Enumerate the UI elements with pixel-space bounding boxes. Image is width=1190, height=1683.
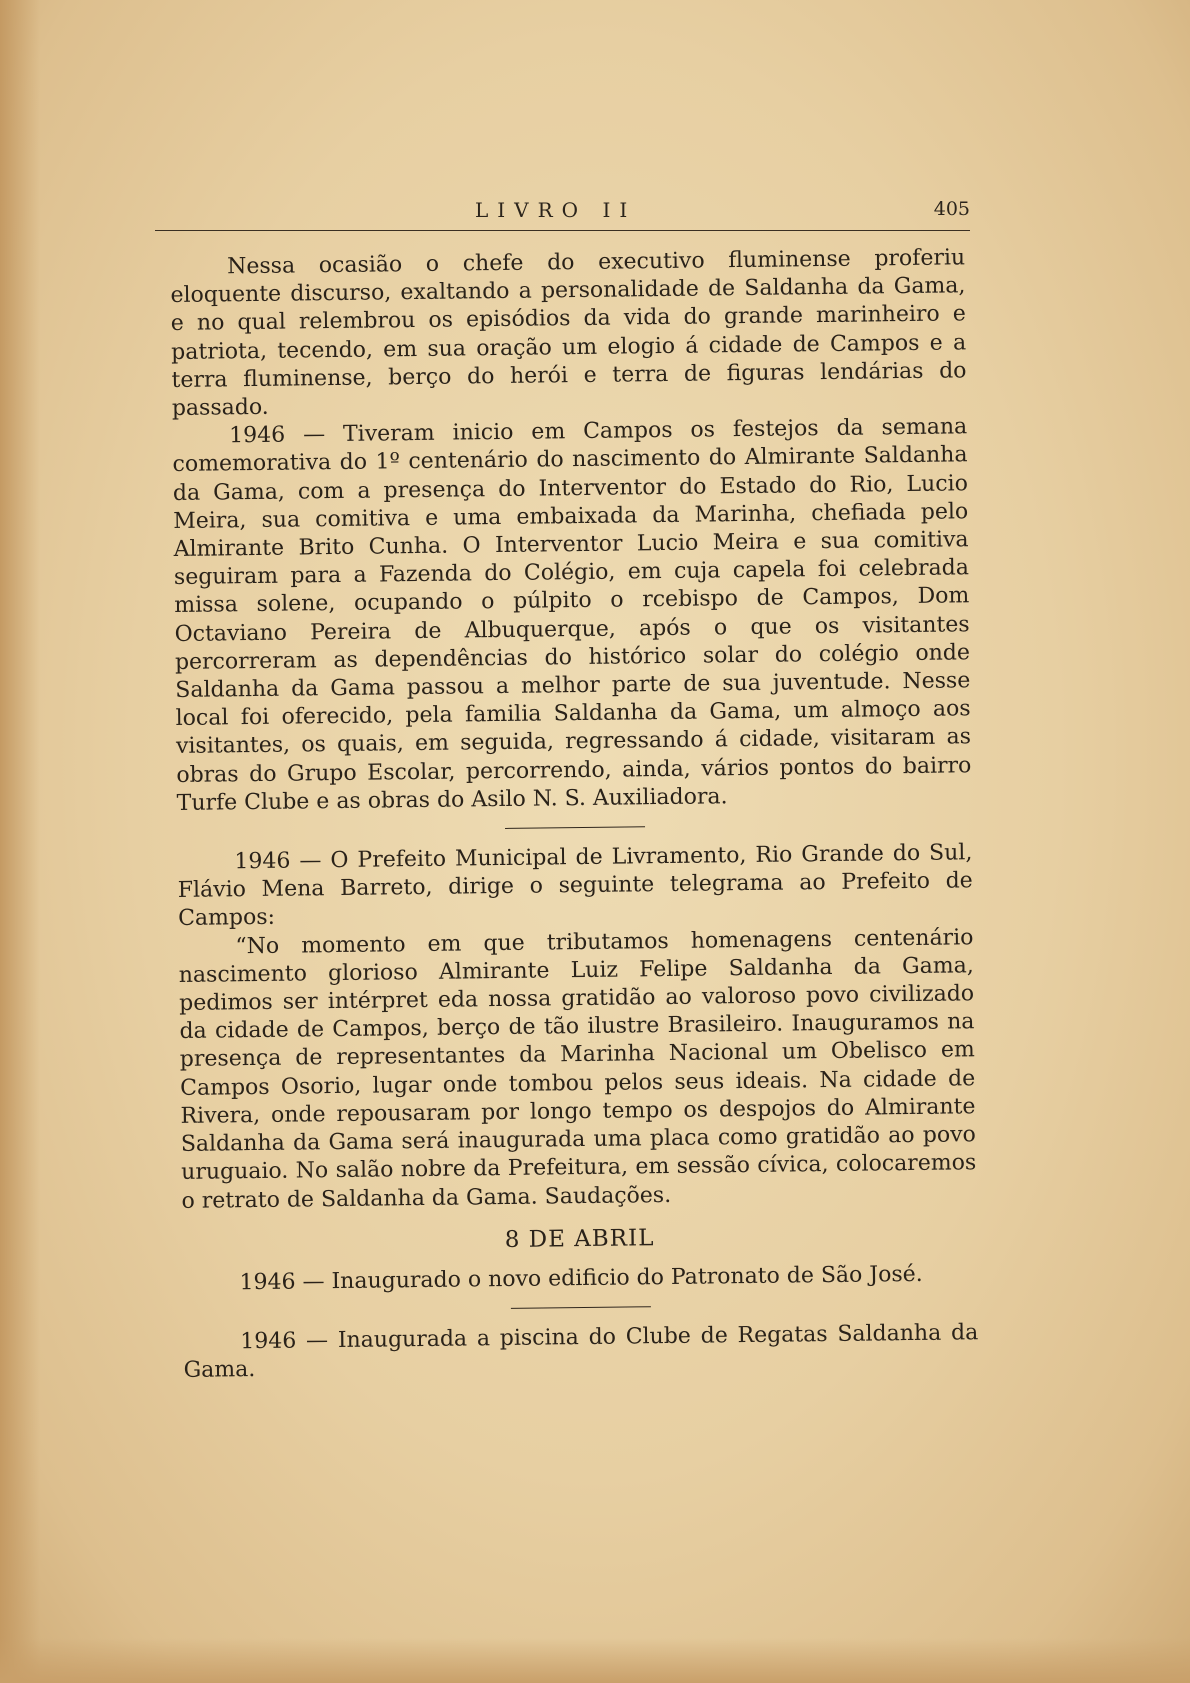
date-heading: 8 DE ABRIL xyxy=(504,1224,655,1253)
page-edge-shadow-left xyxy=(0,0,40,1683)
page-body xyxy=(170,244,979,1385)
paragraph-patronato: 1946 — Inaugurado o novo edificio do Patronato de São José. xyxy=(239,1261,923,1296)
section-divider xyxy=(510,1306,650,1309)
book-label: LIVRO II xyxy=(475,198,637,222)
page-number: 405 xyxy=(933,198,970,220)
paragraph-telegram-intro: 1946 — O Prefeito Municipal de Livramento, Rio Grande do Sul, Flávio Mena Barreto, dirige o seguinte telegrama ao Prefeito de Campos: xyxy=(177,840,973,932)
paragraph-festivities: 1946 — Tiveram inicio em Campos os festejos da semana comemorativa do 1º centenário do nascimento do Almirante Saldanha da Gama, com a presença do Interventor do Estado do Rio, Lucio Meira, sua comitiva e uma embaixada da Marinha, chefiada pelo Almirante Brito Cunha. O Interventor Lucio Meira e sua comitiva seguiram para a Fazenda do Colégio, em cuja capela foi celebrada missa solene, ocupando o púlpito o rcebispo de Campos, Dom Octaviano Pereira de Albuquerque, após o que os visitantes percorreram as dependências do histórico solar do colégio onde Saldanha da Gama passou a melhor parte de sua juventude. Nesse local foi oferecido, pela familia Saldanha da Gama, um almoço aos visitantes, os quais, em seguida, regressando á cidade, visitaram as obras do Grupo Escolar, percorrendo, ainda, vários pontos do bairro Turfe Clube e as obras do Asilo N. S. Auxiliadora. xyxy=(172,414,972,816)
running-header xyxy=(155,198,970,231)
section-divider xyxy=(505,826,645,829)
paragraph-piscina: 1946 — Inaugurada a piscina do Clube de Regatas Saldanha da Gama. xyxy=(183,1320,979,1384)
paragraph-telegram-text: “No momento em que tributamos homenagens centenário nascimento glorioso Almirante Luiz Felipe Saldanha da Gama, pedimos ser intérpret eda nossa gratidão ao valoroso povo civilizado da cidade de Campos, berço de tão ilustre Brasileiro. Inauguramos na presença de representantes da Marinha Nacional um Obelisco em Campos Osorio, lugar onde tombou pelos seus ideais. Na cidade de Rivera, onde repousaram por longo tempo os despojos do Almirante Saldanha da Gama será inaugurada uma placa como gratidão ao povo uruguaio. No salão nobre da Prefeitura, em sessão cívica, colocaremos o retrato de Saldanha da Gama. Saudações. xyxy=(178,924,977,1214)
paragraph-speech: Nessa ocasião o chefe do executivo fluminense proferiu eloquente discurso, exaltando a personalidade de Saldanha da Gama, e no qual relembrou os episódios da vida do grande marinheiro e patriota, tecendo, em sua oração um elogio á cidade de Campos e a terra fluminense, berço do herói e terra de figuras lendárias do passado. xyxy=(170,245,967,422)
page-edge-shadow-bottom xyxy=(0,1638,1190,1683)
